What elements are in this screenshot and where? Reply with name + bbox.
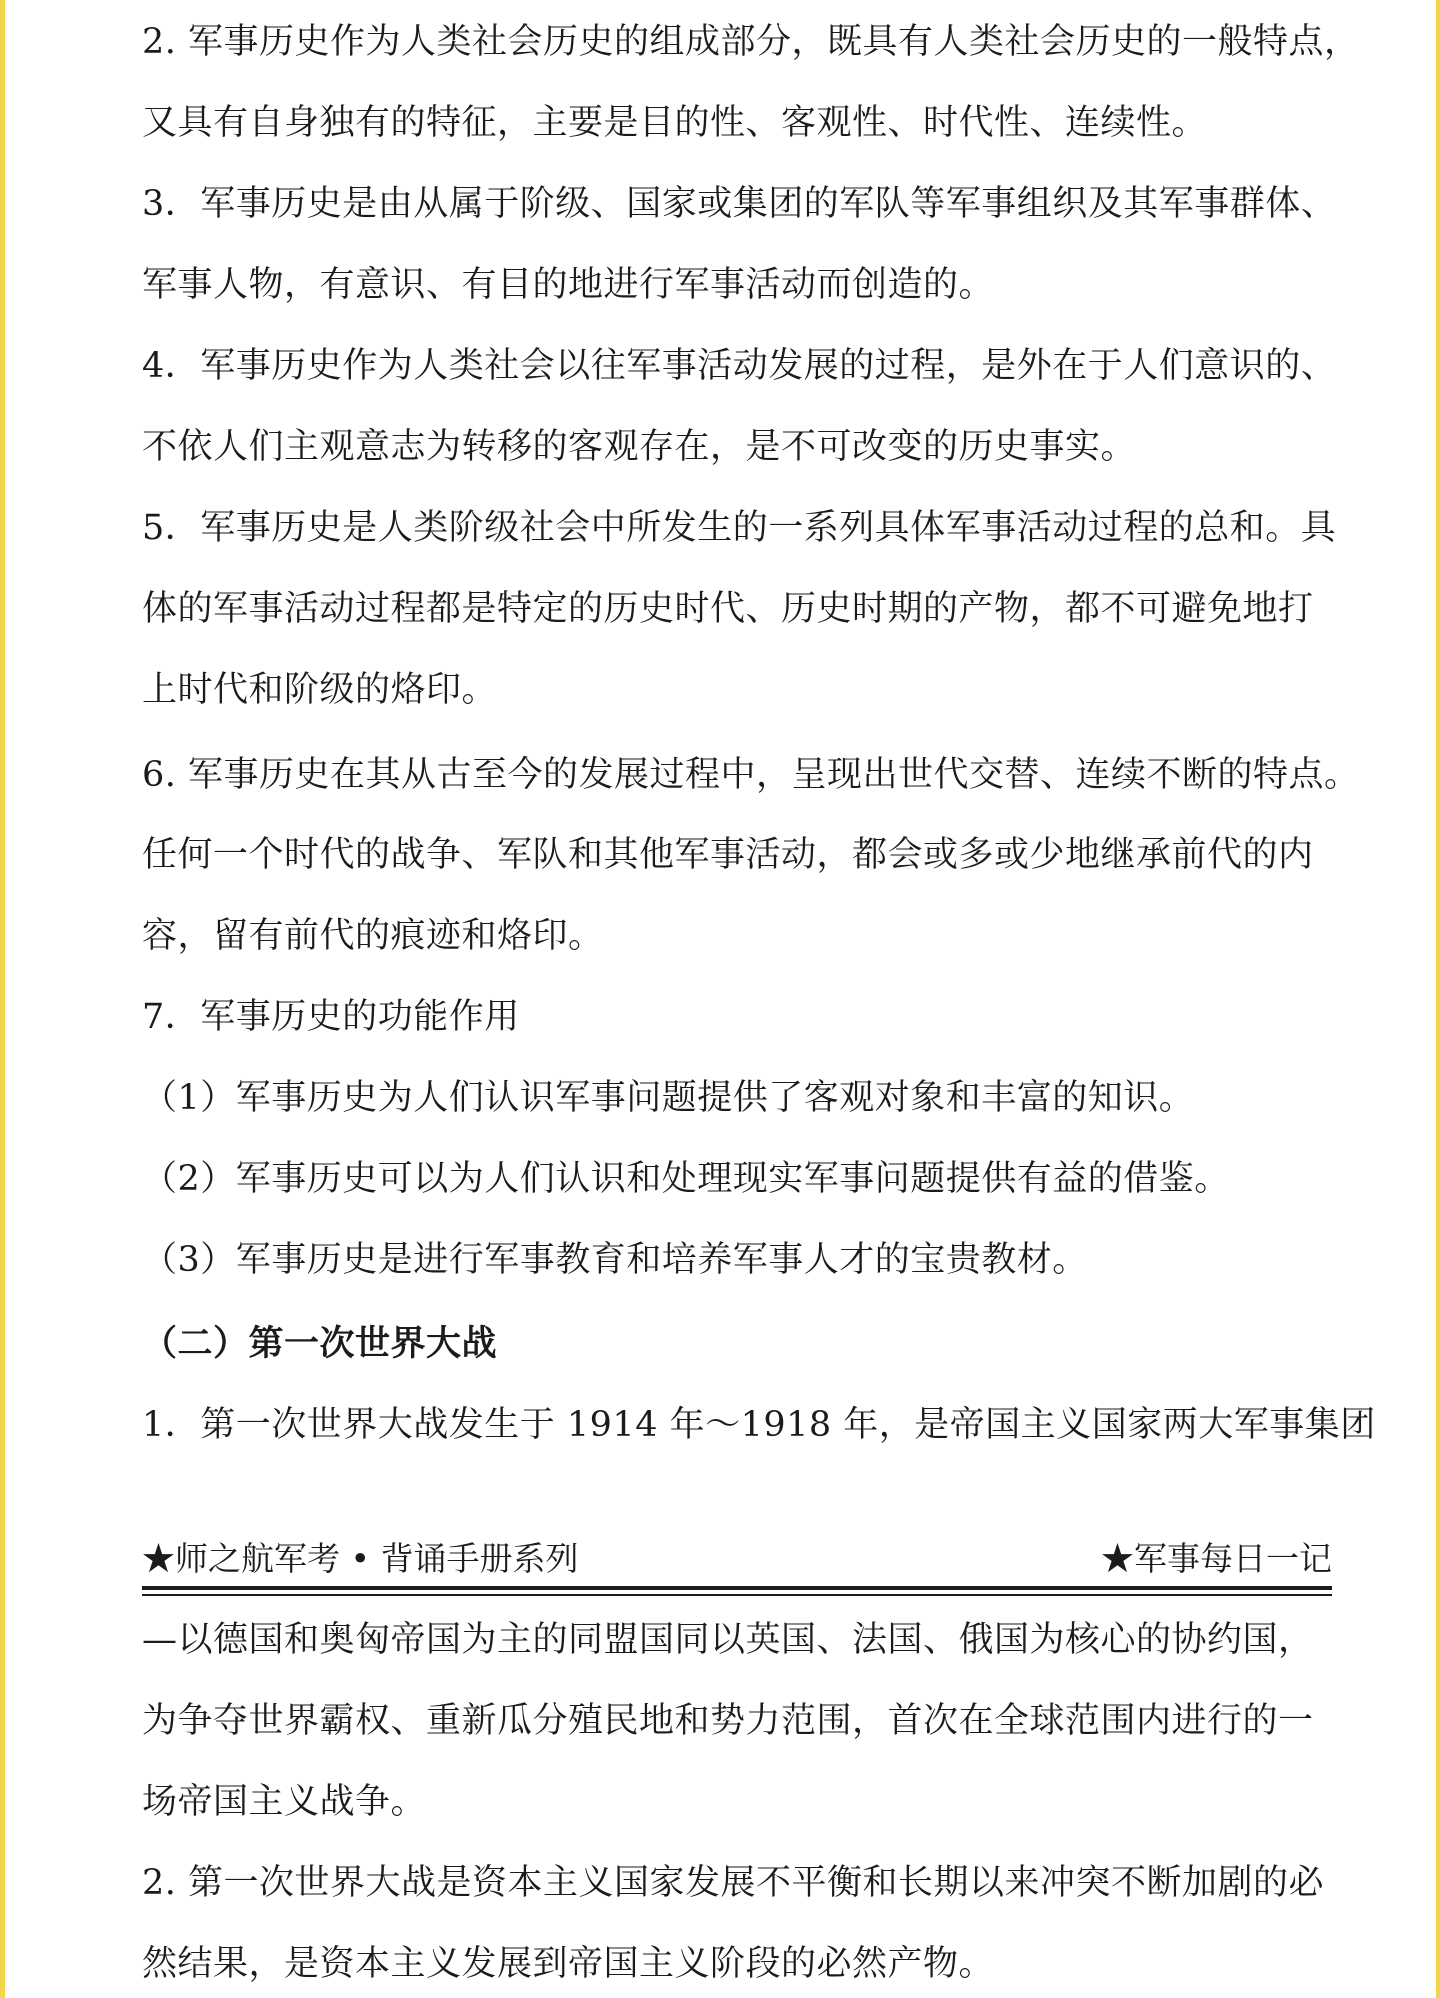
text-line: 4．军事历史作为人类社会以往军事活动发展的过程，是外在于人们意识的、 (142, 346, 1337, 386)
list-item: （1）军事历史为人们认识军事问题提供了客观对象和丰富的知识。 (142, 1078, 1195, 1118)
text-line: 6. 军事历史在其从古至今的发展过程中，呈现出世代交替、连续不断的特点。 (142, 755, 1360, 795)
header-rule-thin (142, 1594, 1332, 1596)
text-line: 场帝国主义战争。 (142, 1782, 427, 1822)
text-line: 任何一个时代的战争、军队和其他军事活动，都会或多或少地继承前代的内 (142, 835, 1314, 875)
text-line: 3．军事历史是由从属于阶级、国家或集团的军队等军事组织及其军事群体、 (142, 184, 1337, 224)
text-line: 5．军事历史是人类阶级社会中所发生的一系列具体军事活动过程的总和。具 (142, 508, 1337, 548)
page-header (142, 1537, 1332, 1583)
list-item: （2）军事历史可以为人们认识和处理现实军事问题提供有益的借鉴。 (142, 1159, 1230, 1199)
text-line: 又具有自身独有的特征，主要是目的性、客观性、时代性、连续性。 (142, 103, 1208, 143)
text-line: —以德国和奥匈帝国为主的同盟国同以英国、法国、俄国为核心的协约国， (142, 1620, 1314, 1660)
right-yellow-border (1436, 0, 1440, 1998)
header-rule-thick (142, 1586, 1332, 1590)
text-line: 军事人物，有意识、有目的地进行军事活动而创造的。 (142, 265, 995, 305)
daily-note-label: ★军事每日一记 (1101, 1539, 1332, 1578)
series-title: ★师之航军考 • 背诵手册系列 (142, 1539, 579, 1578)
text-line: 2. 第一次世界大战是资本主义国家发展不平衡和长期以来冲突不断加剧的必 (142, 1863, 1325, 1903)
text-line: 不依人们主观意志为转移的客观存在，是不可改变的历史事实。 (142, 427, 1137, 467)
section-heading: （二）第一次世界大战 (142, 1323, 498, 1364)
text-line: 体的军事活动过程都是特定的历史时代、历史时期的产物，都不可避免地打 (142, 589, 1314, 629)
text-line: 为争夺世界霸权、重新瓜分殖民地和势力范围，首次在全球范围内进行的一 (142, 1701, 1314, 1741)
list-item: （3）军事历史是进行军事教育和培养军事人才的宝贵教材。 (142, 1240, 1088, 1280)
text-line: 2. 军事历史作为人类社会历史的组成部分，既具有人类社会历史的一般特点， (142, 22, 1360, 62)
list-heading: 7．军事历史的功能作用 (142, 997, 520, 1037)
text-line: 1．第一次世界大战发生于 1914 年～1918 年，是帝国主义国家两大军事集团 (142, 1405, 1376, 1445)
text-line: 然结果，是资本主义发展到帝国主义阶段的必然产物。 (142, 1944, 995, 1984)
text-line: 上时代和阶级的烙印。 (142, 670, 498, 710)
text-line: 容，留有前代的痕迹和烙印。 (142, 916, 604, 956)
